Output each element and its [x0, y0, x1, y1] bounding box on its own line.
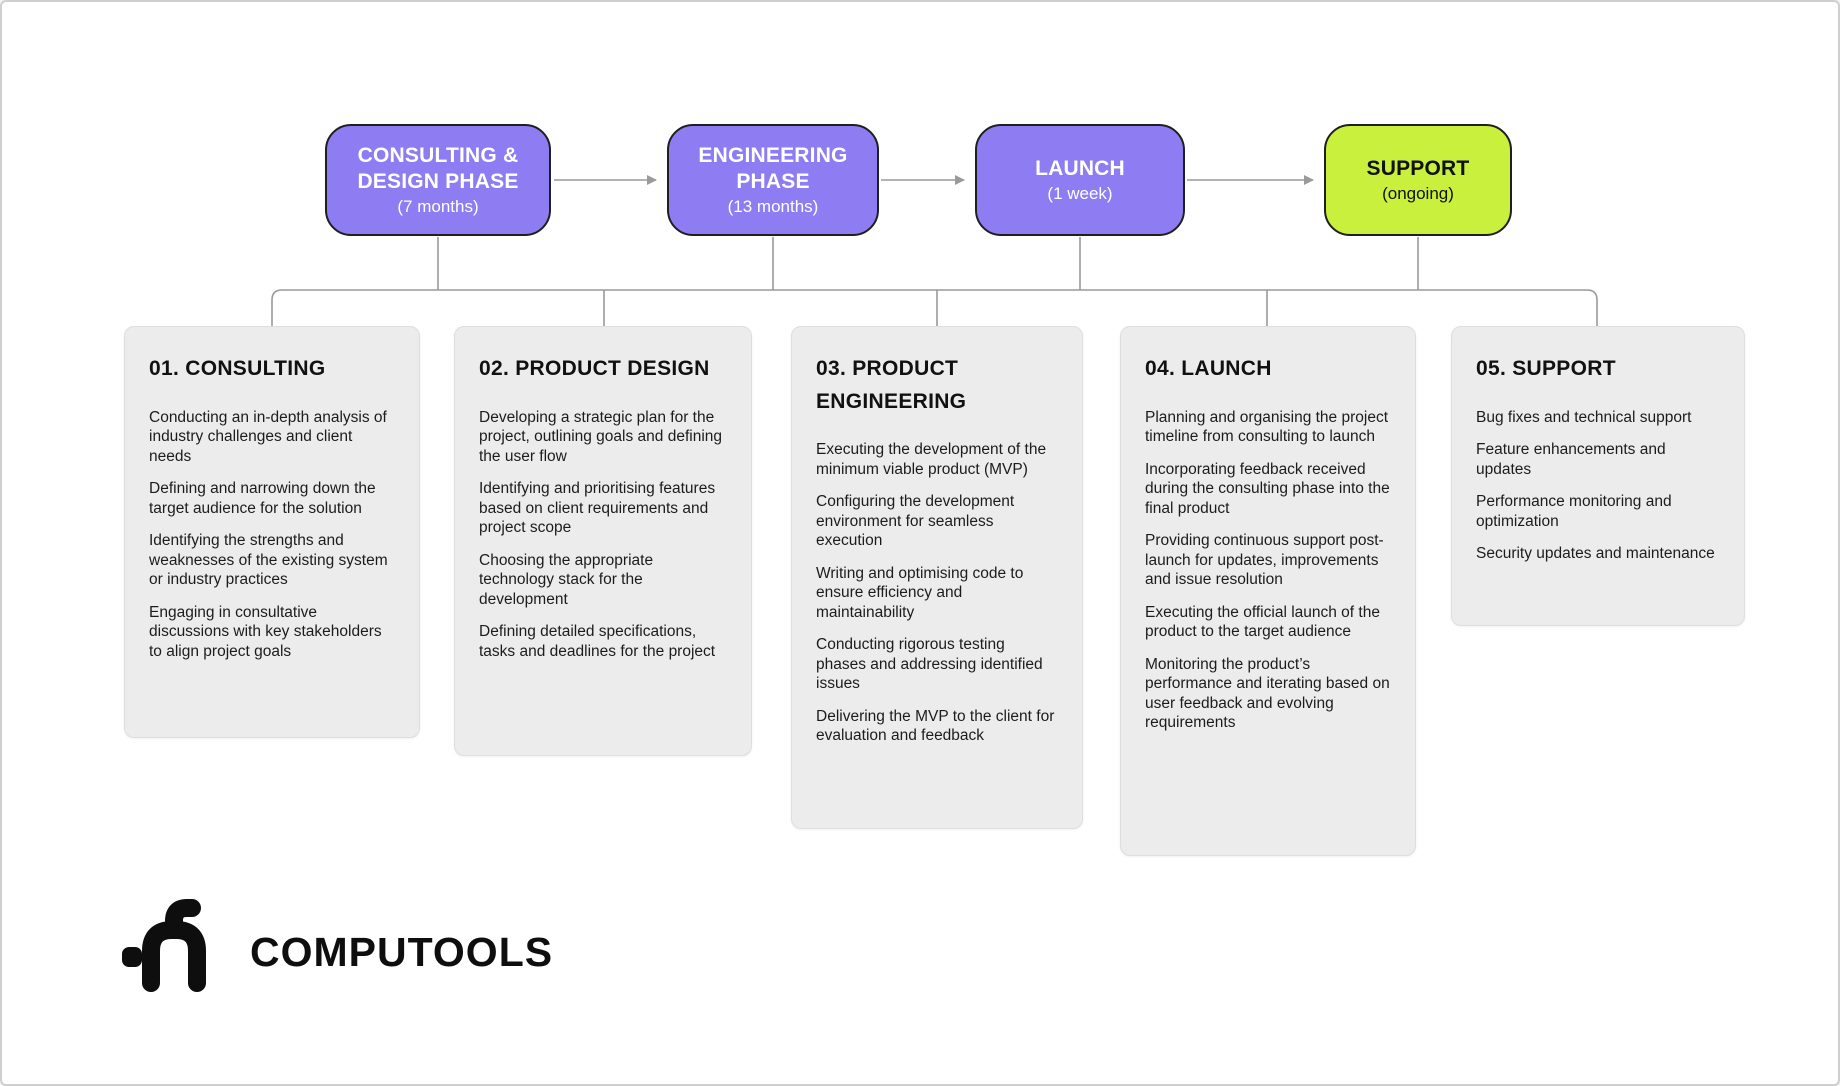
phase-title: LAUNCH [1035, 156, 1125, 180]
logo [120, 895, 553, 995]
computools-logo-icon [120, 897, 220, 993]
card-item: Executing the official launch of the product to the target audience [1145, 603, 1380, 641]
logo-text: COMPUTOOLS [250, 928, 554, 975]
card-heading: 04. LAUNCH [1145, 357, 1272, 380]
phase-node-support [1324, 124, 1512, 236]
card-item: Security updates and maintenance [1476, 545, 1715, 563]
phase-duration: (7 months) [397, 197, 479, 217]
card-item: Planning and organising the project timeline from consulting to launch [1145, 408, 1389, 446]
card-item: Writing and optimising code to ensure efficiency and maintainability [816, 564, 1024, 621]
card-item: Identifying the strengths and weaknesses of the existing system or industry practices [149, 532, 388, 589]
card-item: Providing continuous support post-launch for updates, improvements and issue resolution [1145, 532, 1384, 589]
card-item: Choosing the appropriate technology stack for the development [479, 551, 654, 608]
card-item: Configuring the development environment for seamless execution [816, 493, 1015, 550]
card-item: Engaging in consultative discussions with key stakeholders to align project goals [149, 603, 382, 660]
card-consulting [124, 326, 420, 738]
card-heading: 05. SUPPORT [1476, 357, 1616, 380]
card-item: Monitoring the product’s performance and iterating based on user feedback and evolving requirements [1145, 655, 1390, 732]
phase-title: SUPPORT [1366, 156, 1470, 180]
card-item: Feature enhancements and updates [1476, 441, 1666, 478]
phase-node-engineering [667, 124, 879, 236]
card-product-engineering [791, 326, 1083, 829]
card-item: Conducting an in-depth analysis of industry challenges and client needs [149, 408, 387, 465]
card-support [1451, 326, 1745, 626]
phase-duration: (1 week) [1047, 183, 1113, 203]
card-heading: 03. PRODUCT ENGINEERING [816, 357, 967, 413]
phase-node-consulting-design [325, 124, 551, 236]
phase-duration: (13 months) [727, 197, 819, 217]
card-item: Executing the development of the minimum viable product (MVP) [816, 441, 1047, 478]
card-product-design [454, 326, 752, 756]
card-item: Identifying and prioritising features based on client requirements and project scope [479, 480, 716, 537]
card-item: Developing a strategic plan for the project, outlining goals and defining the user flow [479, 408, 723, 465]
card-heading: 01. CONSULTING [149, 357, 326, 380]
card-item: Performance monitoring and optimization [1476, 493, 1672, 530]
card-item: Conducting rigorous testing phases and addressing identified issues [816, 636, 1043, 693]
card-item: Delivering the MVP to the client for evaluation and feedback [816, 707, 1055, 745]
phase-duration: (ongoing) [1382, 183, 1454, 203]
card-heading: 02. PRODUCT DESIGN [479, 357, 710, 380]
card-item: Incorporating feedback received during the consulting phase into the final product [1145, 460, 1390, 517]
card-launch [1120, 326, 1416, 856]
card-item: Defining and narrowing down the target audience for the solution [149, 480, 376, 517]
phase-title: CONSULTING & DESIGN PHASE [357, 143, 519, 193]
phase-title: ENGINEERING PHASE [698, 143, 848, 193]
card-item: Defining detailed specifications, tasks and deadlines for the project [479, 623, 716, 660]
phase-node-launch [975, 124, 1185, 236]
card-item: Bug fixes and technical support [1476, 408, 1692, 426]
